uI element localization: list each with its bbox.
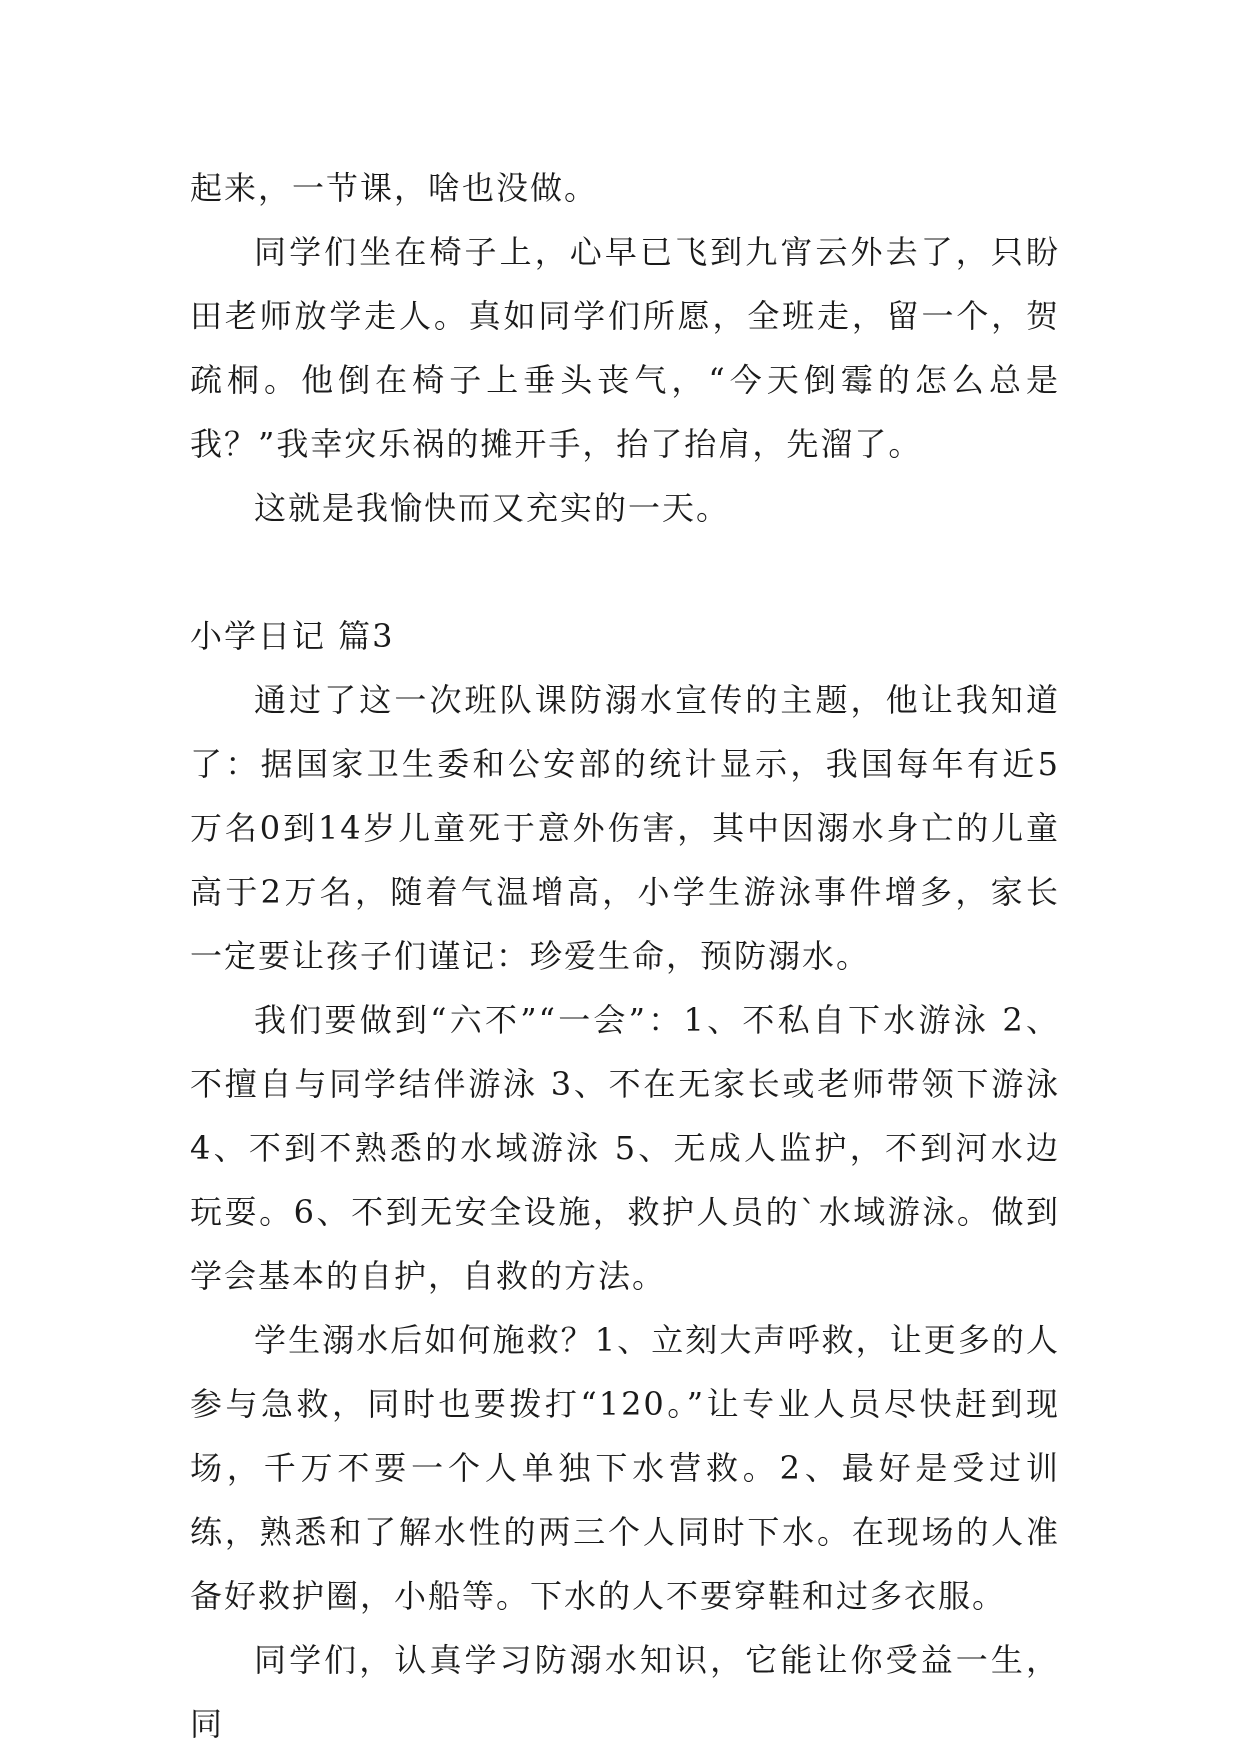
paragraph-continuation: 起来，一节课，啥也没做。 bbox=[190, 169, 599, 207]
paragraph: 同学们，认真学习防溺水知识，它能让你受益一生，同 bbox=[190, 1641, 1060, 1743]
paragraph: 这就是我愉快而又充实的一天。 bbox=[254, 489, 731, 527]
document-body bbox=[190, 156, 1060, 1756]
paragraph: 学生溺水后如何施救？1、立刻大声呼救，让更多的人参与急救，同时也要拨打“120。”让专业人员尽快赶到现场，千万不要一个人单独下水营救。2、最好是受过训练，熟悉和了解水性的两三个人同时下水。在现场的人准备好救护圈，小船等。下水的人不要穿鞋和过多衣服。 bbox=[190, 1321, 1060, 1615]
paragraph: 通过了这一次班队课防溺水宣传的主题，他让我知道了：据国家卫生委和公安部的统计显示，我国每年有近5万名0到14岁儿童死于意外伤害，其中因溺水身亡的儿童高于2万名，随着气温增高，小学生游泳事件增多，家长一定要让孩子们谨记：珍爱生命，预防溺水。 bbox=[190, 681, 1060, 975]
section-title: 小学日记 篇3 bbox=[190, 617, 395, 655]
paragraph: 同学们坐在椅子上，心早已飞到九宵云外去了，只盼田老师放学走人。真如同学们所愿，全班走，留一个，贺疏桐。他倒在椅子上垂头丧气，“今天倒霉的怎么总是我？”我幸灾乐祸的摊开手，抬了抬肩，先溜了。 bbox=[190, 233, 1060, 463]
paragraph: 我们要做到“六不”“一会”：1、不私自下水游泳 2、不擅自与同学结伴游泳 3、不在无家长或老师带领下游泳 4、不到不熟悉的水域游泳 5、无成人监护，不到河水边玩耍。6、不到无安全设施，救护人员的`水域游泳。做到学会基本的自护，自救的方法。 bbox=[190, 1001, 1060, 1295]
